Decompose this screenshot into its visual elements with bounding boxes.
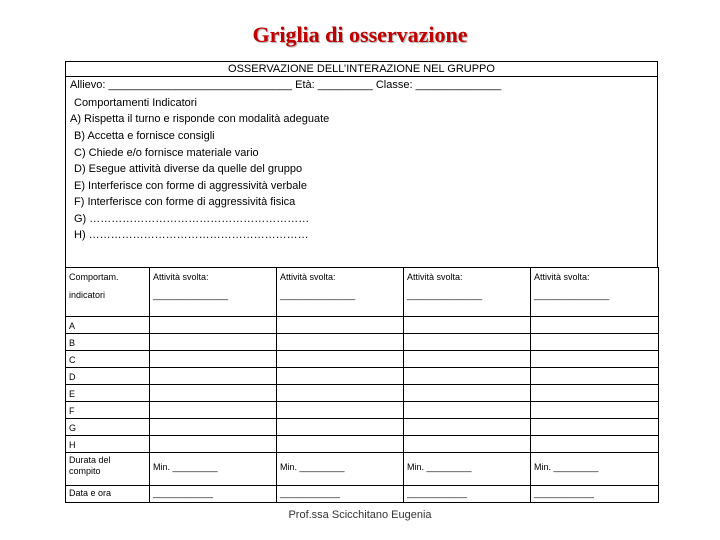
indicator-f: F) Interferisce con forme di aggressività fisica — [74, 196, 296, 208]
observation-cell[interactable] — [404, 317, 531, 334]
duration-cell: Min. _________ — [150, 453, 277, 486]
activity-label: Attività svolta: — [407, 272, 463, 282]
indicator-e: E) Interferisce con forme di aggressività verbale — [74, 180, 307, 192]
row-label: H — [66, 436, 150, 453]
observation-cell[interactable] — [150, 419, 277, 436]
observation-cell[interactable] — [404, 385, 531, 402]
date-row — [66, 486, 659, 503]
observation-cell[interactable] — [531, 402, 659, 419]
observation-cell[interactable] — [150, 351, 277, 368]
indicator-a: A) Rispetta il turno e risponde con modalità adeguate — [70, 113, 330, 125]
activity-blank: _______________ — [280, 290, 356, 300]
date-cell: ____________ — [277, 486, 404, 503]
duration-cell: Min. _________ — [531, 453, 659, 486]
observation-cell[interactable] — [404, 436, 531, 453]
row-label: A — [66, 317, 150, 334]
observation-cell[interactable] — [531, 317, 659, 334]
date-label: Data e ora — [66, 486, 150, 503]
footer-author: Prof.ssa Scicchitano Eugenia — [288, 509, 432, 521]
observation-cell[interactable] — [277, 402, 404, 419]
observation-cell[interactable] — [531, 385, 659, 402]
activity-label: Attività svolta: — [280, 272, 336, 282]
duration-row — [66, 453, 659, 486]
duration-label — [66, 453, 150, 486]
duration-cell: Min. _________ — [277, 453, 404, 486]
indicator-c: C) Chiede e/o fornisce materiale vario — [74, 147, 259, 159]
activity-label: Attività svolta: — [153, 272, 209, 282]
duration-label-1: Durata del — [69, 455, 111, 465]
observation-cell[interactable] — [277, 385, 404, 402]
row-label: E — [66, 385, 150, 402]
observation-cell[interactable] — [150, 402, 277, 419]
table-row — [66, 368, 659, 385]
activity-blank: _______________ — [153, 290, 229, 300]
indicator-rows — [66, 317, 659, 453]
date-cell: ____________ — [531, 486, 659, 503]
student-info-line: Allievo: ______________________________ Età: _________ Classe: ______________ — [70, 79, 502, 91]
activity-blank: _______________ — [534, 290, 610, 300]
activity-label: Attività svolta: — [534, 272, 590, 282]
table-row — [66, 317, 659, 334]
indicator-h: H) …………………………………………………… — [74, 229, 309, 241]
indicator-g: G) …………………………………………………… — [74, 213, 310, 225]
observation-cell[interactable] — [404, 334, 531, 351]
table-row — [66, 402, 659, 419]
page-title: Griglia di osservazione — [252, 22, 468, 47]
activity-header-cell — [531, 268, 659, 317]
indicator-b: B) Accetta e fornisce consigli — [74, 130, 215, 142]
observation-cell[interactable] — [150, 436, 277, 453]
corner-cell — [66, 268, 150, 317]
indicator-heading: Comportamenti Indicatori — [74, 97, 197, 109]
observation-cell[interactable] — [150, 368, 277, 385]
activity-header-cell — [404, 268, 531, 317]
observation-cell[interactable] — [531, 419, 659, 436]
observation-cell[interactable] — [150, 334, 277, 351]
table-row — [66, 351, 659, 368]
observation-cell[interactable] — [277, 351, 404, 368]
date-cell: ____________ — [404, 486, 531, 503]
observation-cell[interactable] — [531, 368, 659, 385]
indicator-d: D) Esegue attività diverse da quelle del gruppo — [74, 163, 303, 175]
activity-blank: _______________ — [407, 290, 483, 300]
row-label: D — [66, 368, 150, 385]
observation-cell[interactable] — [277, 436, 404, 453]
observation-cell[interactable] — [277, 368, 404, 385]
observation-cell[interactable] — [150, 385, 277, 402]
duration-label-2: compito — [69, 466, 101, 476]
observation-cell[interactable] — [277, 419, 404, 436]
observation-grid — [65, 267, 659, 503]
divider — [66, 76, 657, 77]
observation-cell[interactable] — [404, 402, 531, 419]
observation-cell[interactable] — [531, 436, 659, 453]
table-row — [66, 419, 659, 436]
date-cell: ____________ — [150, 486, 277, 503]
row-label: F — [66, 402, 150, 419]
observation-cell[interactable] — [404, 419, 531, 436]
corner-label-2: indicatori — [69, 290, 106, 300]
row-label: C — [66, 351, 150, 368]
table-row — [66, 385, 659, 402]
corner-label-1: Comportam. — [69, 272, 119, 282]
table-row — [66, 436, 659, 453]
activity-header-cell — [277, 268, 404, 317]
observation-cell[interactable] — [404, 368, 531, 385]
row-label: G — [66, 419, 150, 436]
table-header-row — [66, 268, 659, 317]
observation-cell[interactable] — [277, 334, 404, 351]
row-label: B — [66, 334, 150, 351]
activity-header-cell — [150, 268, 277, 317]
observation-header-box — [65, 61, 658, 268]
observation-cell[interactable] — [531, 334, 659, 351]
form-header: OSSERVAZIONE DELL’INTERAZIONE NEL GRUPPO — [228, 63, 495, 75]
table-row — [66, 334, 659, 351]
duration-cell: Min. _________ — [404, 453, 531, 486]
observation-cell[interactable] — [531, 351, 659, 368]
observation-cell[interactable] — [150, 317, 277, 334]
observation-cell[interactable] — [404, 351, 531, 368]
observation-cell[interactable] — [277, 317, 404, 334]
